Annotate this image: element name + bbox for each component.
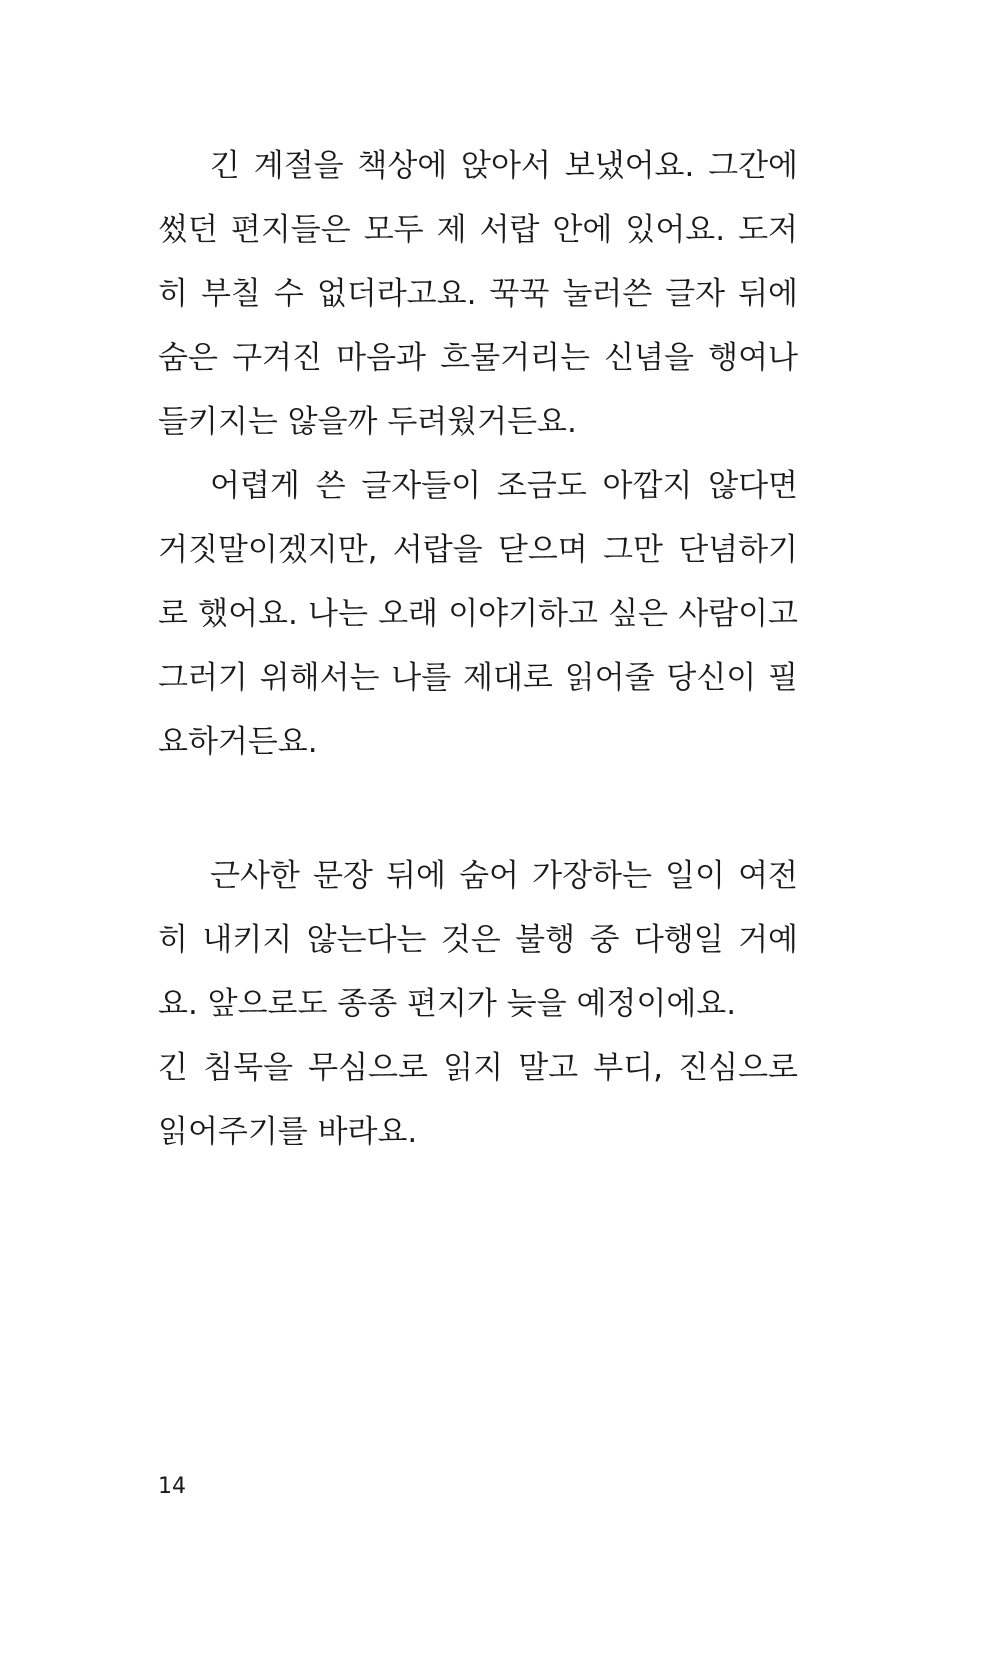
text-line: 긴 침묵을 무심으로 읽지 말고 부디, 진심으로: [158, 1050, 798, 1086]
text-line: 긴 계절을 책상에 앉아서 보냈어요. 그간에: [210, 148, 798, 184]
text-line: 그러기 위해서는 나를 제대로 읽어줄 당신이 필: [158, 660, 798, 696]
text-line: 요. 앞으로도 종종 편지가 늦을 예정이에요.: [158, 986, 737, 1022]
text-line: 로 했어요. 나는 오래 이야기하고 싶은 사람이고: [158, 596, 798, 632]
text-line: 썼던 편지들은 모두 제 서랍 안에 있어요. 도저: [158, 212, 798, 248]
text-line: 요하거든요.: [158, 724, 318, 760]
text-line: 히 부칠 수 없더라고요. 꾹꾹 눌러쓴 글자 뒤에: [158, 276, 798, 312]
text-line: 어렵게 쓴 글자들이 조금도 아깝지 않다면: [210, 468, 798, 504]
paragraph-2: [158, 454, 798, 774]
text-line: 읽어주기를 바라요.: [158, 1114, 418, 1150]
page-number: 14: [158, 1474, 186, 1499]
text-line: 근사한 문장 뒤에 숨어 가장하는 일이 여전: [210, 858, 798, 894]
text-line: 숨은 구겨진 마음과 흐물거리는 신념을 행여나: [158, 340, 798, 376]
paragraph-3: [158, 844, 798, 1164]
text-line: 히 내키지 않는다는 것은 불행 중 다행일 거예: [158, 922, 798, 958]
paragraph-1: [158, 134, 798, 454]
text-line: 들키지는 않을까 두려웠거든요.: [158, 404, 577, 440]
text-line: 거짓말이겠지만, 서랍을 닫으며 그만 단념하기: [158, 532, 798, 568]
